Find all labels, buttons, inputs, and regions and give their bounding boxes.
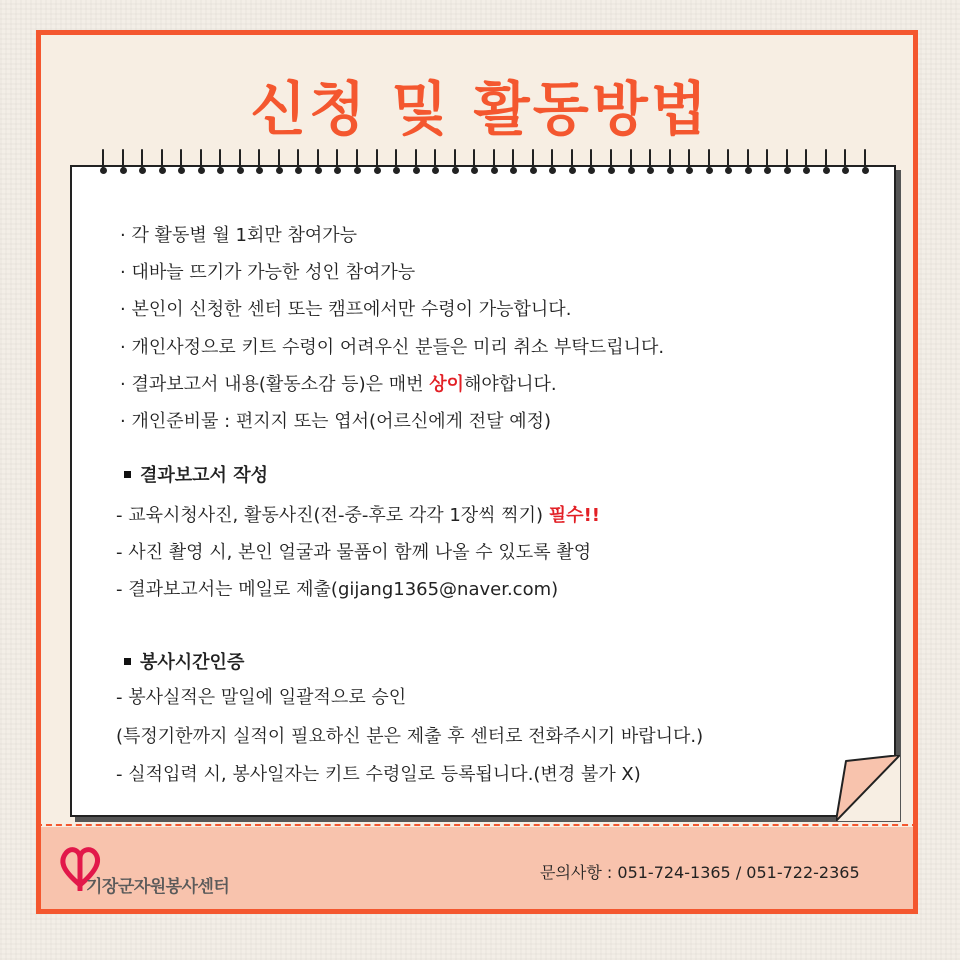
list-item: - 결과보고서는 메일로 제출(gijang1365@naver.com) <box>116 579 559 600</box>
binding-ring-icon <box>413 149 419 179</box>
binding-ring-icon <box>100 149 106 179</box>
binding-ring-icon <box>823 149 829 179</box>
notepad-binding <box>100 149 870 179</box>
list-item: (특정기한까지 실적이 필요하신 분은 제출 후 센터로 전화주시기 바랍니다.) <box>116 726 704 747</box>
square-bullet-icon <box>124 471 131 478</box>
binding-ring-icon <box>745 149 751 179</box>
required-badge: 필수!! <box>548 505 600 526</box>
binding-ring-icon <box>784 149 790 179</box>
page-title: 신청 및 활동방법 <box>250 75 710 143</box>
list-item: - 실적입력 시, 봉사일자는 키트 수령일로 등록됩니다.(변경 불가 X) <box>116 764 641 785</box>
binding-ring-icon <box>647 149 653 179</box>
binding-ring-icon <box>237 149 243 179</box>
list-item: · 개인사정으로 키트 수령이 어려우신 분들은 미리 취소 부탁드립니다. <box>120 337 665 358</box>
binding-ring-icon <box>334 149 340 179</box>
org-logo-text: 기장군자원봉사센터 <box>86 877 230 897</box>
binding-ring-icon <box>276 149 282 179</box>
square-bullet-icon <box>124 658 131 665</box>
binding-ring-icon <box>159 149 165 179</box>
binding-ring-icon <box>217 149 223 179</box>
binding-ring-icon <box>608 149 614 179</box>
binding-ring-icon <box>315 149 321 179</box>
footer-divider <box>36 824 918 826</box>
binding-ring-icon <box>530 149 536 179</box>
binding-ring-icon <box>862 149 868 179</box>
binding-ring-icon <box>803 149 809 179</box>
list-item <box>120 374 557 396</box>
binding-ring-icon <box>725 149 731 179</box>
binding-ring-icon <box>491 149 497 179</box>
list-item <box>116 505 600 527</box>
binding-ring-icon <box>120 149 126 179</box>
binding-ring-icon <box>139 149 145 179</box>
binding-ring-icon <box>628 149 634 179</box>
list-item-text: · 결과보고서 내용(활동소감 등)은 매번 <box>120 374 430 395</box>
contact-info: 문의사항 : 051-724-1365 / 051-722-2365 <box>540 863 860 882</box>
list-item: · 대바늘 뜨기가 가능한 성인 참여가능 <box>120 262 416 283</box>
section-heading: 봉사시간인증 <box>124 652 244 674</box>
binding-ring-icon <box>667 149 673 179</box>
binding-ring-icon <box>452 149 458 179</box>
binding-ring-icon <box>510 149 516 179</box>
list-item: · 각 활동별 월 1회만 참여가능 <box>120 225 358 246</box>
binding-ring-icon <box>471 149 477 179</box>
page-curl-icon <box>836 755 900 821</box>
binding-ring-icon <box>706 149 712 179</box>
binding-ring-icon <box>686 149 692 179</box>
binding-ring-icon <box>198 149 204 179</box>
binding-ring-icon <box>764 149 770 179</box>
section-heading: 결과보고서 작성 <box>124 465 268 487</box>
binding-ring-icon <box>178 149 184 179</box>
list-item: · 개인준비물 : 편지지 또는 엽서(어르신에게 전달 예정) <box>120 411 552 432</box>
list-item: - 사진 촬영 시, 본인 얼굴과 물품이 함께 나올 수 있도록 촬영 <box>116 542 592 563</box>
binding-ring-icon <box>295 149 301 179</box>
list-item: · 본인이 신청한 센터 또는 캠프에서만 수령이 가능합니다. <box>120 299 572 320</box>
binding-ring-icon <box>374 149 380 179</box>
list-item: - 봉사실적은 말일에 일괄적으로 승인 <box>116 687 407 708</box>
list-item-text: - 교육시청사진, 활동사진(전-중-후로 각각 1장씩 찍기) <box>116 505 549 526</box>
binding-ring-icon <box>569 149 575 179</box>
binding-ring-icon <box>354 149 360 179</box>
binding-ring-icon <box>588 149 594 179</box>
list-item-text: 해야합니다. <box>463 374 557 395</box>
binding-ring-icon <box>842 149 848 179</box>
binding-ring-icon <box>549 149 555 179</box>
binding-ring-icon <box>432 149 438 179</box>
binding-ring-icon <box>393 149 399 179</box>
emphasis-text: 상이 <box>429 374 464 395</box>
binding-ring-icon <box>256 149 262 179</box>
